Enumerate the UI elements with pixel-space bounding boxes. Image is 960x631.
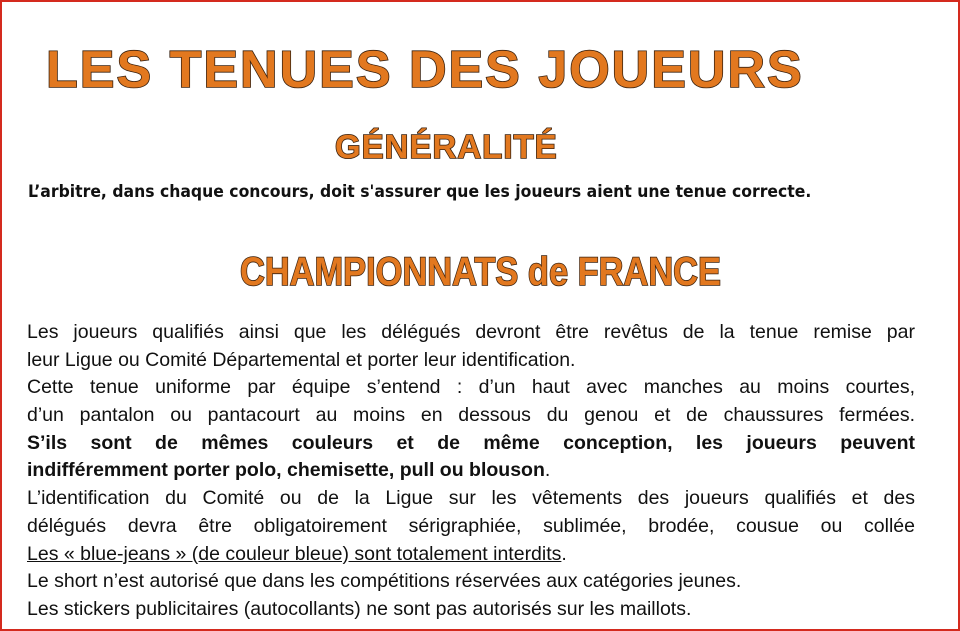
bold-text: indifféremment porter polo, chemisette, pull ou blouson	[27, 459, 545, 482]
text-line: Les joueurs qualifiés ainsi que les délégués devront être revêtus de la tenue remise par	[27, 321, 915, 343]
text-line: Cette tenue uniforme par équipe s’entend : d’un haut avec manches au moins courtes,	[27, 376, 915, 399]
heading-championnats: CHAMPIONNATS de FRANCE	[240, 250, 721, 294]
underlined-text: Les « blue-jeans » (de couleur bleue) sont totalement interdits	[27, 542, 562, 565]
text-line: d’un pantalon ou pantacourt au moins en dessous du genou et de chaussures fermées.	[27, 404, 915, 427]
page-title: LES TENUES DES JOUEURS	[46, 41, 804, 99]
text-line: délégués devra être obligatoirement sérigraphiée, sublimée, brodée, cousue ou collée	[27, 514, 915, 537]
text-line	[27, 457, 915, 485]
text-line	[27, 541, 915, 569]
bold-text-line: S’ils sont de mêmes couleurs et de même conception, les joueurs peuvent	[27, 431, 915, 454]
text-line: L’identification du Comité ou de la Ligue sur les vêtements des joueurs qualifiés et des	[27, 487, 915, 510]
text-line: Le short n’est autorisé que dans les compétitions réservées aux catégories jeunes.	[27, 570, 742, 593]
period: .	[561, 542, 567, 565]
period: .	[544, 459, 551, 482]
rules-paragraph	[27, 319, 915, 624]
intro-paragraph: L’arbitre, dans chaque concours, doit s'assurer que les joueurs aient une tenue correcte.	[28, 182, 812, 202]
heading-generalite: GÉNÉRALITÉ	[335, 128, 558, 165]
text-line: Les stickers publicitaires (autocollants) ne sont pas autorisés sur les maillots.	[27, 597, 692, 620]
text-line: leur Ligue ou Comité Départemental et porter leur identification.	[27, 348, 576, 371]
